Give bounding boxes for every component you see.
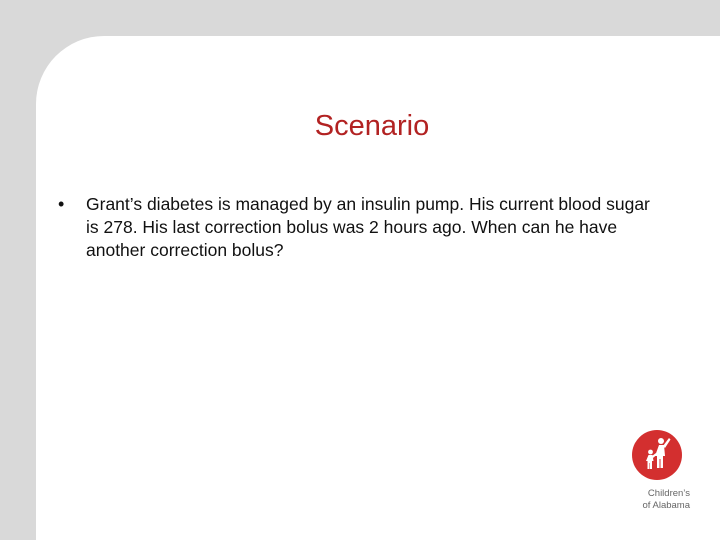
- logo-children-icon: [632, 430, 682, 480]
- childrens-of-alabama-logo: [626, 430, 690, 516]
- logo-line-1: Children’s: [647, 488, 690, 499]
- bullet-text: Grant’s diabetes is managed by an insulin pump. His current blood sugar is 278. His last correction bolus was 2 hours ago. When can he have another correction bolus?: [86, 194, 650, 260]
- logo-line-2: of Alabama: [642, 500, 690, 511]
- logo-wordmark: [626, 488, 690, 512]
- bullet-marker: •: [58, 194, 65, 214]
- slide-title: Scenario: [314, 110, 430, 142]
